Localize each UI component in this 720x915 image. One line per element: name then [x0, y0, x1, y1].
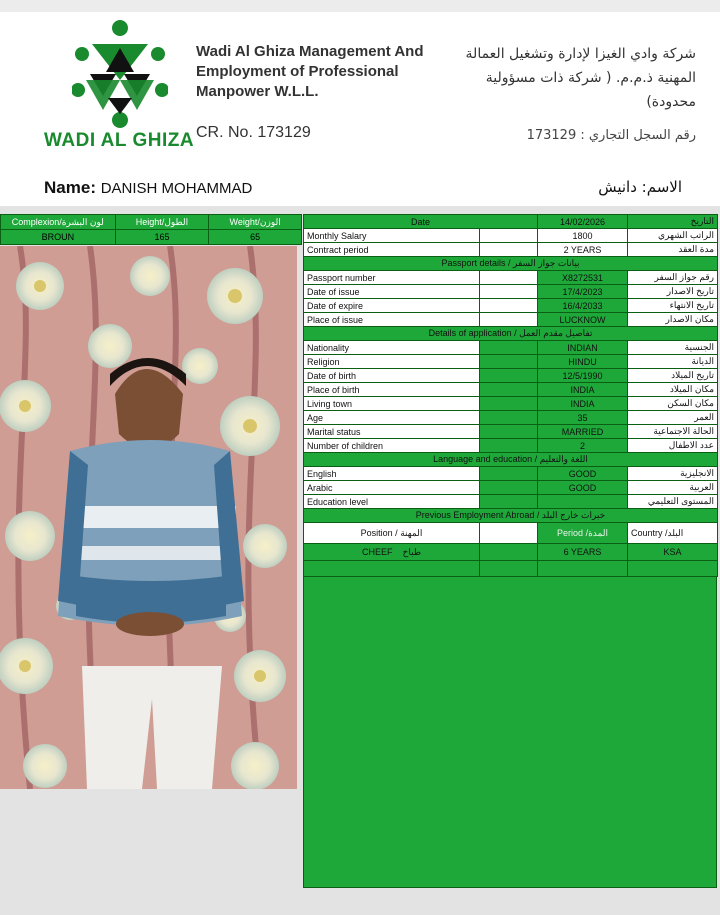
- employment-empty-row: [304, 561, 718, 577]
- nationality-value: INDIAN: [538, 341, 628, 355]
- expire-date-spacer: [480, 299, 538, 313]
- marital-status-value: MARRIED: [538, 425, 628, 439]
- religion-value: HINDU: [538, 355, 628, 369]
- living-town-spacer: [480, 397, 538, 411]
- date-label: Date: [304, 215, 538, 229]
- living-town-label-ar: مكان السكن: [628, 397, 718, 411]
- expire-date-label-ar: تاريخ الانتهاء: [628, 299, 718, 313]
- period-header: Period /المدة: [538, 523, 628, 544]
- language-section-title: [304, 453, 718, 467]
- issue-date-label-ar: تاريخ الاصدار: [628, 285, 718, 299]
- date-row: [304, 215, 718, 229]
- physical-stats-header-row: [1, 215, 302, 230]
- issue-date-label: Date of issue: [304, 285, 480, 299]
- name-label-group: [44, 178, 252, 198]
- application-row: [304, 397, 718, 411]
- birth-place-label: Place of birth: [304, 383, 480, 397]
- passport-row: [304, 299, 718, 313]
- empty-cell: [628, 561, 718, 577]
- empty-cell: [538, 561, 628, 577]
- language-title: Language and education / اللغة والتعليم: [304, 453, 718, 467]
- complexion-header: Complexion/لون البشرة: [1, 215, 116, 230]
- employment-header-spacer: [480, 523, 538, 544]
- passport-number-label-ar: رقم جواز السفر: [628, 271, 718, 285]
- age-value: 35: [538, 411, 628, 425]
- birth-date-label-ar: تاريخ الميلاد: [628, 369, 718, 383]
- employment-section-title: [304, 509, 718, 523]
- application-section-title: [304, 327, 718, 341]
- position-header: Position / المهنة: [304, 523, 480, 544]
- physical-stats-table: [0, 214, 302, 245]
- living-town-label: Living town: [304, 397, 480, 411]
- application-table: [303, 214, 718, 577]
- passport-section-title: [304, 257, 718, 271]
- employment-row: [304, 544, 718, 561]
- children-label: Number of children: [304, 439, 480, 453]
- cr-number-en: CR. No. 173129: [196, 124, 311, 141]
- birth-place-value: INDIA: [538, 383, 628, 397]
- language-row: [304, 495, 718, 509]
- passport-row: [304, 313, 718, 327]
- height-header: Height/الطول: [115, 215, 209, 230]
- application-row: [304, 341, 718, 355]
- contract-period-value: 2 YEARS: [538, 243, 628, 257]
- application-row: [304, 355, 718, 369]
- application-row: [304, 369, 718, 383]
- company-name-ar-line: المهنية ذ.م.م. ( شركة ذات مسؤولية: [485, 70, 696, 86]
- applicant-photo: [0, 246, 297, 789]
- arabic-label-ar: العربية: [628, 481, 718, 495]
- passport-number-spacer: [480, 271, 538, 285]
- education-label: Education level: [304, 495, 480, 509]
- employment-row-spacer: [480, 544, 538, 561]
- country-header: Country /البلد: [628, 523, 718, 544]
- complexion-value: BROUN: [1, 230, 116, 245]
- birth-place-label-ar: مكان الميلاد: [628, 383, 718, 397]
- employment-header-row: [304, 523, 718, 544]
- application-row: [304, 425, 718, 439]
- employment-title: Previous Employment Abroad / خبرات خارج البلد: [304, 509, 718, 523]
- english-label-ar: الانجليزية: [628, 467, 718, 481]
- birth-place-spacer: [480, 383, 538, 397]
- salary-label: Monthly Salary: [304, 229, 480, 243]
- passport-row: [304, 271, 718, 285]
- application-row: [304, 411, 718, 425]
- passport-number-label: Passport number: [304, 271, 480, 285]
- language-row: [304, 481, 718, 495]
- salary-label-ar: الراتب الشهري: [628, 229, 718, 243]
- period-value: 6 YEARS: [538, 544, 628, 561]
- application-row: [304, 383, 718, 397]
- company-name-ar-line: محدودة): [646, 94, 696, 110]
- arabic-label: Arabic: [304, 481, 480, 495]
- contract-period-spacer: [480, 243, 538, 257]
- top-band: [0, 0, 720, 12]
- education-spacer: [480, 495, 538, 509]
- company-logo-icon: [72, 18, 168, 130]
- company-name-en-line: Employment of Professional: [196, 63, 399, 80]
- birth-date-value: 12/5/1990: [538, 369, 628, 383]
- living-town-value: INDIA: [538, 397, 628, 411]
- height-value: 165: [115, 230, 209, 245]
- religion-spacer: [480, 355, 538, 369]
- issue-place-spacer: [480, 313, 538, 327]
- application-row: [304, 439, 718, 453]
- age-label: Age: [304, 411, 480, 425]
- cr-number-ar: رقم السجل التجاري : 173129: [526, 128, 696, 143]
- children-label-ar: عدد الاطفال: [628, 439, 718, 453]
- applicant-name-row: [0, 172, 720, 206]
- expire-date-label: Date of expire: [304, 299, 480, 313]
- applicant-name: DANISH MOHAMMAD: [100, 180, 253, 197]
- nationality-label-ar: الجنسية: [628, 341, 718, 355]
- religion-label-ar: الديانة: [628, 355, 718, 369]
- marital-status-label-ar: الحالة الاجتماعية: [628, 425, 718, 439]
- passport-row: [304, 285, 718, 299]
- applicant-name-ar: الاسم: دانيش: [598, 178, 682, 196]
- empty-cell: [480, 561, 538, 577]
- birth-date-spacer: [480, 369, 538, 383]
- empty-cell: [304, 561, 480, 577]
- age-label-ar: العمر: [628, 411, 718, 425]
- weight-header: Weight/الوزن: [209, 215, 302, 230]
- education-value: [538, 495, 628, 509]
- marital-status-spacer: [480, 425, 538, 439]
- passport-number-value: X8272531: [538, 271, 628, 285]
- company-name-ar: [450, 42, 696, 114]
- age-spacer: [480, 411, 538, 425]
- company-name-en-line: Wadi Al Ghiza Management And: [196, 43, 424, 60]
- company-name-ar-line: شركة وادي الغيزا لإدارة وتشغيل العمالة: [465, 46, 696, 62]
- company-name-en-line: Manpower W.L.L.: [196, 83, 319, 100]
- english-label: English: [304, 467, 480, 481]
- children-spacer: [480, 439, 538, 453]
- country-value: KSA: [628, 544, 718, 561]
- english-value: GOOD: [538, 467, 628, 481]
- weight-value: 65: [209, 230, 302, 245]
- passport-title: Passport details / بيانات جواز السفر: [304, 257, 718, 271]
- position-value-cell: [304, 544, 480, 561]
- arabic-spacer: [480, 481, 538, 495]
- issue-place-label: Place of issue: [304, 313, 480, 327]
- salary-spacer: [480, 229, 538, 243]
- religion-label: Religion: [304, 355, 480, 369]
- issue-place-value: LUCKNOW: [538, 313, 628, 327]
- contract-period-label-ar: مدة العقد: [628, 243, 718, 257]
- arabic-value: GOOD: [538, 481, 628, 495]
- nationality-label: Nationality: [304, 341, 480, 355]
- children-value: 2: [538, 439, 628, 453]
- birth-date-label: Date of birth: [304, 369, 480, 383]
- expire-date-value: 16/4/2033: [538, 299, 628, 313]
- name-label: Name: [44, 178, 91, 197]
- position-value: CHEEF: [362, 546, 393, 557]
- position-value-ar: طباخ: [402, 546, 421, 557]
- brand-name: WADI AL GHIZA: [44, 130, 195, 151]
- contract-period-label: Contract period: [304, 243, 480, 257]
- date-value: 14/02/2026: [538, 215, 628, 229]
- issue-date-value: 17/4/2023: [538, 285, 628, 299]
- language-row: [304, 467, 718, 481]
- name-separator: :: [90, 178, 101, 197]
- nationality-spacer: [480, 341, 538, 355]
- issue-date-spacer: [480, 285, 538, 299]
- physical-stats-value-row: [1, 230, 302, 245]
- english-spacer: [480, 467, 538, 481]
- salary-row: [304, 229, 718, 243]
- contract-period-row: [304, 243, 718, 257]
- marital-status-label: Marital status: [304, 425, 480, 439]
- education-label-ar: المستوى التعليمي: [628, 495, 718, 509]
- application-title: Details of application / تفاصيل مقدم العمل: [304, 327, 718, 341]
- date-label-ar: التاريخ: [628, 215, 718, 229]
- issue-place-label-ar: مكان الاصدار: [628, 313, 718, 327]
- company-name-en: [196, 42, 436, 102]
- salary-value: 1800: [538, 229, 628, 243]
